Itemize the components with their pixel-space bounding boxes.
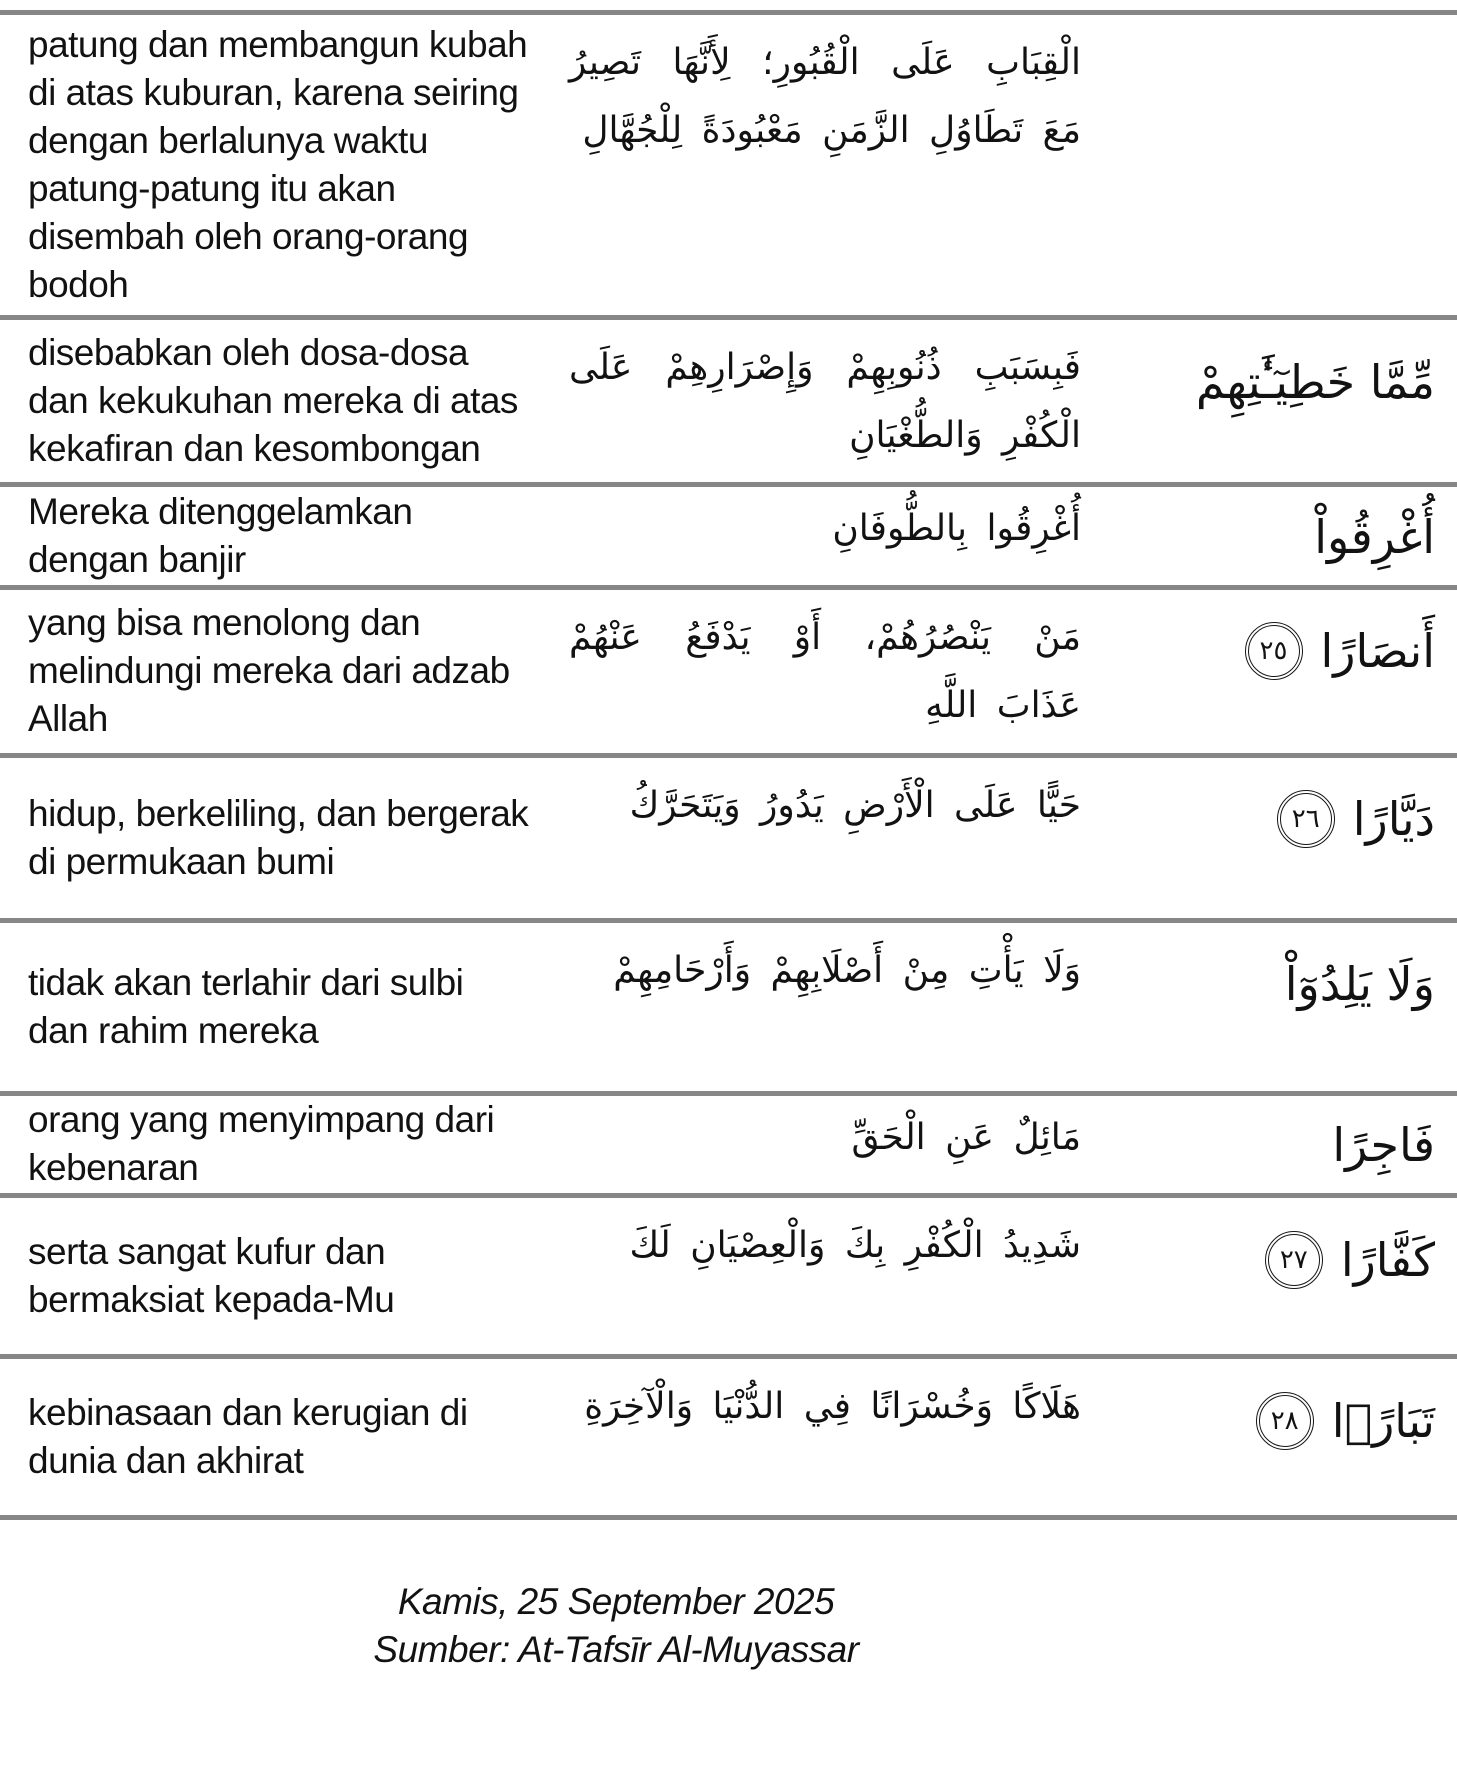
translation-text: yang bisa menolong dan melindungi mereka dari adzab Allah (28, 602, 510, 739)
footer-date: Kamis, 25 September 2025 (397, 1581, 835, 1622)
translation-text: tidak akan terlahir dari sulbi dan rahim mereka (28, 961, 464, 1051)
quran-word: وَلَا يَلِدُوٓاْ (1284, 957, 1435, 1011)
translation-cell (0, 1198, 565, 1354)
tafsir-arabic-text: أُغْرِقُوا بِالطُّوفَانِ (832, 508, 1081, 549)
tafsir-arabic-text: هَلَاكًا وَخُسْرَانًا فِي الدُّنْيَا وَالْآخِرَةِ (584, 1386, 1081, 1427)
table-row (0, 487, 1457, 590)
table-row (0, 590, 1457, 758)
tafsir-arabic-text: الْقِبَابِ عَلَى الْقُبُورِ؛ لِأَنَّهَا تَصِيرُ مَعَ تَطَاوُلِ الزَّمَنِ مَعْبُودَةً لِلْجُهَّالِ (569, 42, 1081, 151)
quran-word-cell (1085, 1096, 1457, 1194)
translation-text: patung dan membangun kubah di atas kuburan, karena seiring dengan berlalunya waktu patung-patung itu akan disembah oleh orang-orang bodoh (28, 24, 528, 305)
ayah-number-badge: ٢٧ (1265, 1231, 1323, 1289)
quran-word-cell (1085, 590, 1457, 753)
translation-text: orang yang menyimpang dari kebenaran (28, 1099, 495, 1189)
translation-cell (0, 15, 565, 315)
tafsir-arabic-text: حَيًّا عَلَى الْأَرْضِ يَدُورُ وَيَتَحَرَّكُ (629, 784, 1081, 826)
table-row (0, 1198, 1457, 1359)
tafsir-arabic-cell (565, 320, 1085, 482)
tafsir-arabic-cell (565, 15, 1085, 315)
quran-word-cell (1085, 320, 1457, 482)
translation-cell (0, 590, 565, 753)
quran-word: أَنصَارًا (1320, 624, 1435, 678)
quran-word-cell (1085, 1359, 1457, 1515)
tafsir-arabic-cell (565, 923, 1085, 1091)
quran-word: مِّمَّا خَطِيٓـَٰٔتِهِمْ (1195, 354, 1435, 409)
translation-cell (0, 758, 565, 918)
quran-word-cell (1085, 487, 1457, 585)
tafsir-arabic-text: فَبِسَبَبِ ذُنُوبِهِمْ وَإِصْرَارِهِمْ عَلَى الْكُفْرِ وَالطُّغْيَانِ (569, 347, 1081, 456)
ayah-number-badge: ٢٦ (1277, 790, 1335, 848)
quran-word: كَفَّارًا (1340, 1232, 1435, 1287)
table-row (0, 320, 1457, 487)
translation-cell (0, 320, 565, 482)
quran-word-cell (1085, 923, 1457, 1091)
footer-source: Sumber: At-Tafsīr Al-Muyassar (373, 1629, 859, 1670)
table-row (0, 1359, 1457, 1520)
tafsir-arabic-text: شَدِيدُ الْكُفْرِ بِكَ وَالْعِصْيَانِ لَكَ (629, 1225, 1081, 1266)
tafsir-arabic-cell (565, 487, 1085, 585)
translation-text: Mereka ditenggelamkan dengan banjir (28, 490, 413, 580)
tafsir-arabic-cell (565, 1359, 1085, 1515)
ayah-number-badge: ٢٥ (1245, 622, 1303, 680)
tafsir-arabic-cell (565, 590, 1085, 753)
quran-word: تَبَارًۢا (1331, 1393, 1435, 1448)
translation-text: serta sangat kufur dan bermaksiat kepada-Mu (28, 1231, 395, 1320)
table-row (0, 15, 1457, 320)
quran-word-cell (1085, 15, 1457, 315)
translation-cell (0, 1096, 565, 1194)
tafsir-arabic-cell (565, 1198, 1085, 1354)
tafsir-arabic-text: مَائِلٌ عَنِ الْحَقِّ (851, 1116, 1081, 1158)
translation-cell (0, 923, 565, 1091)
tafsir-arabic-text: وَلَا يَأْتِ مِنْ أَصْلَابِهِمْ وَأَرْحَامِهِمْ (613, 949, 1081, 991)
ayah-number-badge: ٢٨ (1256, 1392, 1314, 1450)
translation-text: hidup, berkeliling, dan bergerak di permukaan bumi (28, 792, 529, 882)
quran-word: دَيَّارًا (1352, 792, 1435, 846)
tafsir-arabic-text: مَنْ يَنْصُرُهُمْ، أَوْ يَدْفَعُ عَنْهُمْ عَذَابَ اللَّهِ (569, 616, 1081, 726)
translation-text: disebabkan oleh dosa-dosa dan kekukuhan mereka di atas kekafiran dan kesombongan (28, 332, 518, 469)
quran-word-cell (1085, 758, 1457, 918)
table-row (0, 1096, 1457, 1199)
table-row (0, 758, 1457, 923)
quran-word: فَاجِرًا (1332, 1118, 1435, 1172)
tafsir-arabic-cell (565, 1096, 1085, 1194)
translation-cell (0, 487, 565, 585)
quran-word-cell (1085, 1198, 1457, 1354)
translation-text: kebinasaan dan kerugian di dunia dan akhirat (28, 1392, 468, 1481)
tafsir-arabic-cell (565, 758, 1085, 918)
page-footer (0, 1578, 1232, 1674)
translation-cell (0, 1359, 565, 1515)
quran-word: أُغْرِقُواْ (1314, 509, 1435, 564)
tafsir-table (0, 10, 1457, 1520)
table-row (0, 923, 1457, 1096)
